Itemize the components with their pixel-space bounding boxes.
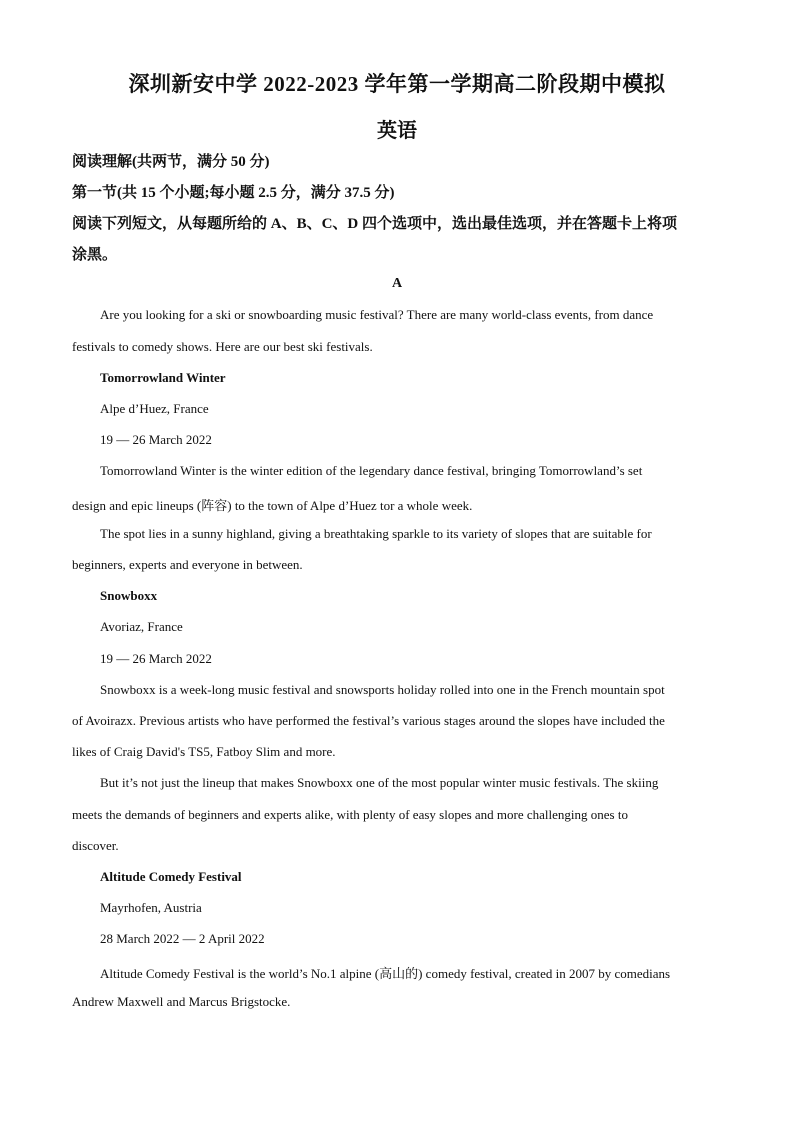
event-dates: 19 — 26 March 2022 bbox=[100, 432, 212, 447]
event-text-line: design and epic lineups (阵容) to the town of Alpe d’Huez tor a whole week. bbox=[72, 498, 473, 513]
event-text-line: meets the demands of beginners and experts alike, with plenty of easy slopes and more challenging ones to bbox=[72, 807, 628, 822]
part-heading: 阅读理解(共两节，满分 50 分) bbox=[72, 154, 270, 170]
event-text-line: likes of Craig David's TS5, Fatboy Slim and more. bbox=[72, 744, 336, 759]
event-text-line: of Avoirazx. Previous artists who have performed the festival’s various stages around the slopes have included the bbox=[72, 713, 665, 728]
event-location: Alpe d’Huez, France bbox=[100, 401, 209, 416]
event-text-line: Andrew Maxwell and Marcus Brigstocke. bbox=[72, 994, 291, 1009]
event-text-line: But it’s not just the lineup that makes Snowboxx one of the most popular winter music festivals. The skiing bbox=[100, 775, 659, 790]
event-location: Mayrhofen, Austria bbox=[100, 900, 202, 915]
section-heading: 第一节(共 15 个小题;每小题 2.5 分，满分 37.5 分) bbox=[72, 185, 395, 201]
event-text-line: Snowboxx is a week-long music festival and snowsports holiday rolled into one in the French mountain spot bbox=[100, 682, 665, 697]
event-name: Snowboxx bbox=[100, 588, 158, 603]
subject-title: 英语 bbox=[377, 120, 417, 142]
instruction-line-1: 阅读下列短文，从每题所给的 A、B、C、D 四个选项中，选出最佳选项，并在答题卡上将项 bbox=[72, 216, 678, 232]
event-text-line: Altitude Comedy Festival is the world’s No.1 alpine (高山的) comedy festival, created in 2007 by comedians bbox=[100, 966, 671, 981]
exam-title: 深圳新安中学 2022-2023 学年第一学期高二阶段期中模拟 bbox=[128, 72, 666, 96]
event-name: Tomorrowland Winter bbox=[100, 370, 226, 385]
event-dates: 19 — 26 March 2022 bbox=[100, 651, 212, 666]
passage-letter: A bbox=[391, 276, 403, 291]
event-location: Avoriaz, France bbox=[100, 619, 183, 634]
intro-line-2: festivals to comedy shows. Here are our best ski festivals. bbox=[72, 339, 373, 354]
event-text-line: The spot lies in a sunny highland, giving a breathtaking sparkle to its variety of slopes that are suitable for bbox=[100, 526, 652, 541]
event-text-line: Tomorrowland Winter is the winter edition of the legendary dance festival, bringing Tomorrowland’s set bbox=[100, 463, 643, 478]
instruction-line-2: 涂黑。 bbox=[72, 247, 118, 263]
event-text-line: beginners, experts and everyone in between. bbox=[72, 557, 303, 572]
event-dates: 28 March 2022 — 2 April 2022 bbox=[100, 931, 265, 946]
intro-line-1: Are you looking for a ski or snowboarding music festival? There are many world-class events, from dance bbox=[100, 307, 654, 322]
event-name: Altitude Comedy Festival bbox=[100, 869, 242, 884]
event-text-line: discover. bbox=[72, 838, 119, 853]
